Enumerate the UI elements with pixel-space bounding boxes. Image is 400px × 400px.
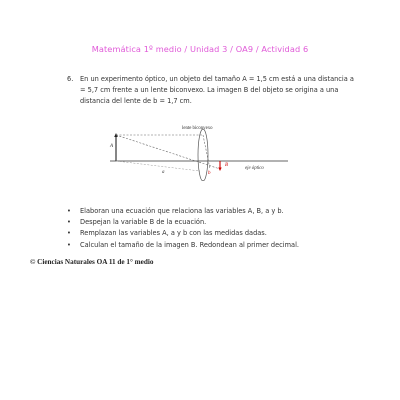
ray-center [116, 135, 220, 169]
image-label: B [225, 163, 229, 168]
task-item: • Elaboran una ecuación que relaciona las variables A, B, a y b. [67, 206, 367, 217]
page-header: Matemática 1º medio / Unidad 3 / OA9 / Actividad 6 [91, 44, 309, 54]
lens-label: lente biconvexo [182, 126, 213, 131]
problem-text: En un experimento óptico, un objeto del tamaño A = 1,5 cm está a una distancia a = 5,7 cm frente a un lente biconvexo. La imagen B del objeto se origina a una distancia del lente de b = 1,7 cm. [80, 75, 354, 105]
problem-statement [67, 74, 357, 107]
b-distance-label: b [208, 171, 211, 176]
object-label: A [110, 144, 114, 149]
a-distance-label: a [162, 170, 165, 175]
task-item: • Calculan el tamaño de la imagen B. Redondean al primer decimal. [67, 240, 367, 251]
ray-lower [116, 161, 200, 171]
task-item: • Remplazan las variables A, a y b con las medidas dadas. [67, 228, 367, 239]
image-arrowhead [218, 168, 221, 172]
biconvex-lens [198, 129, 208, 181]
lens-diagram [108, 121, 298, 181]
optical-axis-label: eje óptico [245, 166, 264, 171]
task-list [67, 206, 367, 251]
problem-number: 6. [67, 75, 74, 83]
footer-credit: © Ciencias Naturales OA 11 de 1° medio [30, 258, 154, 266]
task-item: • Despejan la variable B de la ecuación. [67, 217, 367, 228]
